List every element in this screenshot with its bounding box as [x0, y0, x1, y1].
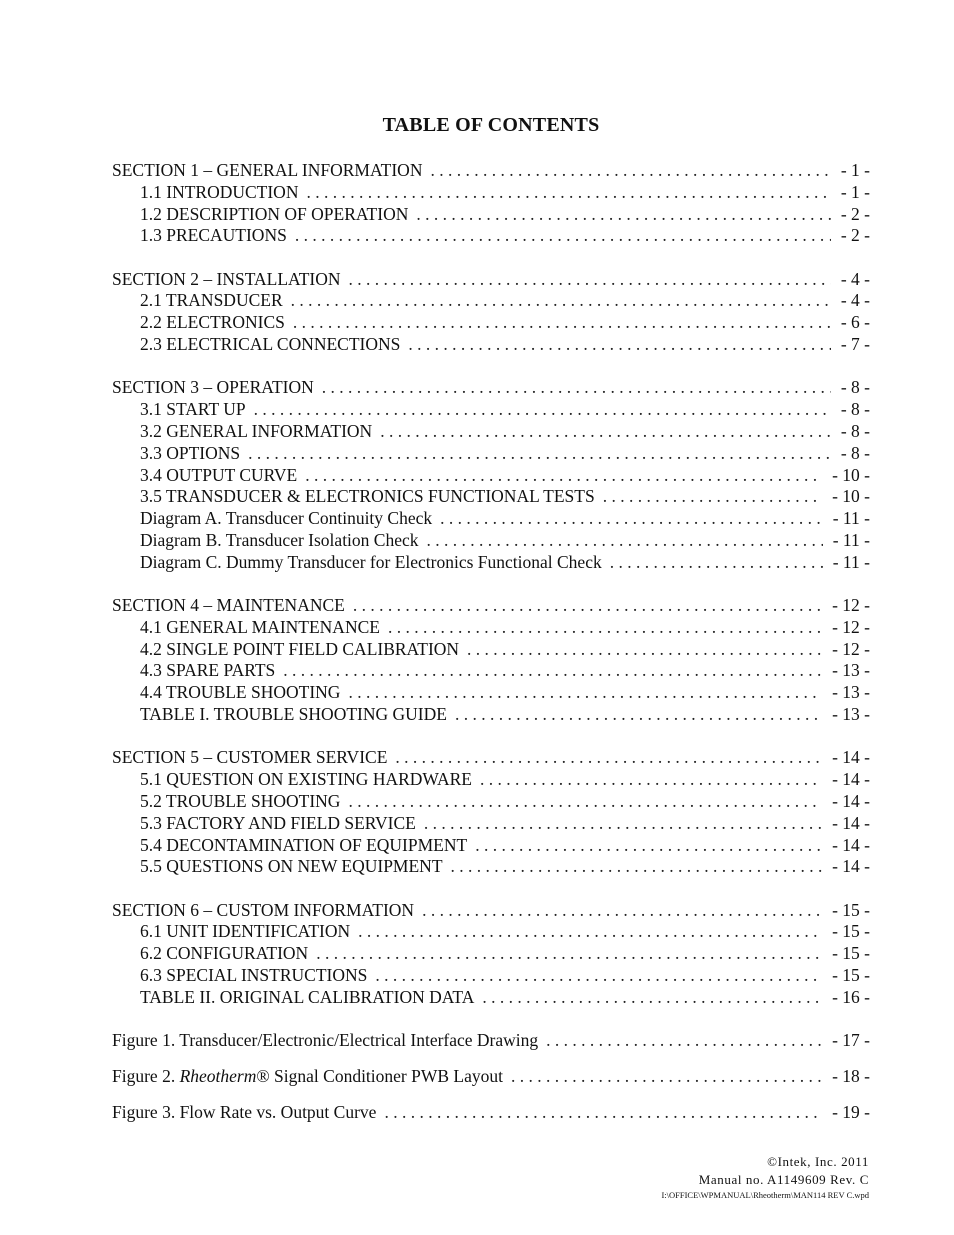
- toc-subsection-entry[interactable]: [112, 399, 870, 421]
- toc-entry-label: 1.1 INTRODUCTION: [140, 181, 299, 202]
- toc-page-number: - 8 -: [840, 442, 870, 463]
- toc-page-number: - 11 -: [832, 529, 870, 550]
- dot-leader: [610, 552, 823, 574]
- toc-page-number: - 16 -: [832, 986, 870, 1007]
- toc-figure-label: [112, 1030, 538, 1052]
- toc-section-entry[interactable]: [112, 900, 870, 922]
- toc-page-number: - 7 -: [840, 334, 870, 355]
- dot-leader: [349, 269, 831, 291]
- toc-entry-label: 4.2 SINGLE POINT FIELD CALIBRATION: [140, 638, 460, 659]
- figure-label-text: Figure 2.: [112, 1065, 180, 1086]
- toc-entry-label: Diagram A. Transducer Continuity Check: [140, 508, 433, 529]
- toc-section-group: [112, 160, 870, 247]
- toc-section-group: [112, 900, 870, 1009]
- dot-leader: [305, 465, 822, 487]
- toc-subsection-entry[interactable]: [112, 921, 870, 943]
- dot-leader: [427, 530, 823, 552]
- toc-page-number: - 2 -: [840, 203, 870, 224]
- dot-leader: [348, 682, 822, 704]
- toc-subsection-entry[interactable]: [112, 769, 870, 791]
- toc-page-number: - 15 -: [832, 943, 870, 964]
- toc-entry-label: 5.2 TROUBLE SHOOTING: [140, 790, 341, 811]
- toc-page-number: - 15 -: [832, 899, 870, 920]
- toc-page-number: - 18 -: [832, 1065, 870, 1086]
- toc-entry-label: 3.4 OUTPUT CURVE: [140, 464, 298, 485]
- dot-leader: [388, 617, 822, 639]
- toc-page-number: - 13 -: [832, 704, 870, 725]
- toc-subsection-entry[interactable]: [112, 835, 870, 857]
- copyright-line: ©Intek, Inc. 2011: [767, 1154, 869, 1169]
- toc-page-number: - 1 -: [840, 160, 870, 180]
- toc-entry-label: 6.2 CONFIGURATION: [140, 943, 309, 964]
- toc-entry-label: TABLE I. TROUBLE SHOOTING GUIDE: [140, 704, 447, 725]
- toc-section-group: [112, 747, 870, 878]
- toc-entry-label: SECTION 2 – INSTALLATION: [112, 268, 341, 289]
- toc-entry-label: 3.3 OPTIONS: [140, 442, 241, 463]
- toc-entry-label: 3.1 START UP: [140, 399, 246, 420]
- figure-label-text: Figure 1. Transducer/Electronic/Electrical Interface Drawing: [112, 1030, 539, 1051]
- toc-subsection-entry[interactable]: [112, 682, 870, 704]
- toc-section-group: [112, 377, 870, 573]
- dot-leader: [380, 421, 831, 443]
- toc-figure-label: [112, 1066, 503, 1088]
- manual-number: Manual no. A1149609 Rev. C: [698, 1172, 869, 1187]
- toc-section-group: [112, 595, 870, 726]
- toc-section-group: [112, 269, 870, 356]
- toc-entry-label: 4.3 SPARE PARTS: [140, 660, 276, 681]
- toc-page-number: - 10 -: [832, 464, 870, 485]
- toc-entry-label: SECTION 6 – CUSTOM INFORMATION: [112, 899, 415, 920]
- toc-entry-label: 5.3 FACTORY AND FIELD SERVICE: [140, 812, 416, 833]
- dot-leader: [455, 704, 822, 726]
- toc-entry-label: 6.1 UNIT IDENTIFICATION: [140, 921, 351, 942]
- toc-subsection-entry[interactable]: [112, 421, 870, 443]
- toc-entry-label: Diagram B. Transducer Isolation Check: [140, 529, 419, 550]
- toc-subsection-entry[interactable]: [112, 856, 870, 878]
- toc-page-number: - 6 -: [840, 312, 870, 333]
- toc-subsection-entry[interactable]: [112, 660, 870, 682]
- dot-leader: [348, 791, 822, 813]
- dot-leader: [482, 987, 822, 1009]
- toc-section-entry[interactable]: [112, 269, 870, 291]
- toc-entry-label: 4.1 GENERAL MAINTENANCE: [140, 616, 380, 637]
- figure-label-suffix: ® Signal Conditioner PWB Layout: [256, 1065, 503, 1086]
- toc-entry-label: 3.5 TRANSDUCER & ELECTRONICS FUNCTIONAL TESTS: [140, 486, 595, 507]
- toc-subsection-entry[interactable]: [112, 639, 870, 661]
- toc-page-number: - 14 -: [832, 812, 870, 833]
- toc-subsection-entry[interactable]: [112, 530, 870, 552]
- dot-leader: [440, 508, 823, 530]
- dot-leader: [353, 595, 822, 617]
- toc-entry-label: 2.1 TRANSDUCER: [140, 290, 283, 311]
- toc-entry-label: 1.2 DESCRIPTION OF OPERATION: [140, 203, 409, 224]
- dot-leader: [546, 1030, 822, 1052]
- toc-page-number: - 14 -: [832, 747, 870, 768]
- dot-leader: [395, 747, 822, 769]
- toc-page-number: - 1 -: [840, 181, 870, 202]
- toc-page-number: - 4 -: [840, 290, 870, 311]
- toc-section-entry[interactable]: [112, 595, 870, 617]
- toc-page-number: - 14 -: [832, 856, 870, 877]
- toc-page-number: - 14 -: [832, 790, 870, 811]
- toc-subsection-entry[interactable]: [112, 704, 870, 726]
- toc-subsection-entry[interactable]: [112, 290, 870, 312]
- toc-section-entry[interactable]: [112, 377, 870, 399]
- dot-leader: [430, 160, 830, 182]
- toc-section-entry[interactable]: [112, 747, 870, 769]
- toc-page-number: - 14 -: [832, 769, 870, 790]
- toc-entry-label: 5.5 QUESTIONS ON NEW EQUIPMENT: [140, 856, 443, 877]
- toc-page-number: - 12 -: [832, 595, 870, 616]
- toc-subsection-entry[interactable]: [112, 443, 870, 465]
- toc-page-number: - 13 -: [832, 682, 870, 703]
- dot-leader: [451, 856, 823, 878]
- toc-figure-entry[interactable]: [112, 1066, 870, 1088]
- toc-subsection-entry[interactable]: [112, 552, 870, 574]
- dot-leader: [416, 204, 830, 226]
- dot-leader: [422, 900, 822, 922]
- toc-figure-label: [112, 1102, 376, 1124]
- toc-subsection-entry[interactable]: [112, 987, 870, 1009]
- toc-subsection-entry[interactable]: [112, 791, 870, 813]
- toc-subsection-entry[interactable]: [112, 334, 870, 356]
- toc-figures: [112, 1030, 870, 1123]
- toc-subsection-entry[interactable]: [112, 486, 870, 508]
- toc-entry-label: 6.3 SPECIAL INSTRUCTIONS: [140, 965, 368, 985]
- figure-label-italic: Rheotherm: [179, 1065, 257, 1086]
- toc-page-number: - 8 -: [840, 420, 870, 441]
- toc-page-number: - 8 -: [840, 377, 870, 398]
- toc-page-number: - 8 -: [840, 399, 870, 420]
- toc-page-number: - 11 -: [832, 508, 870, 529]
- toc-subsection-entry[interactable]: [112, 508, 870, 530]
- toc-entry-label: 3.2 GENERAL INFORMATION: [140, 420, 373, 441]
- table-of-contents: [112, 160, 870, 1137]
- page-footer: [661, 1153, 869, 1201]
- dot-leader: [424, 813, 822, 835]
- toc-entry-label: SECTION 1 – GENERAL INFORMATION: [112, 160, 423, 180]
- page-title: TABLE OF CONTENTS: [382, 114, 600, 136]
- toc-subsection-entry[interactable]: [112, 813, 870, 835]
- dot-leader: [475, 835, 822, 857]
- toc-entry-label: 5.4 DECONTAMINATION OF EQUIPMENT: [140, 834, 468, 855]
- figure-label-text: Figure 3. Flow Rate vs. Output Curve: [112, 1101, 377, 1122]
- toc-page-number: - 11 -: [832, 551, 870, 572]
- toc-page-number: - 19 -: [832, 1101, 870, 1122]
- toc-page-number: - 17 -: [832, 1030, 870, 1051]
- toc-subsection-entry[interactable]: [112, 204, 870, 226]
- toc-entry-label: SECTION 4 – MAINTENANCE: [112, 595, 345, 616]
- dot-leader: [480, 769, 822, 791]
- dot-leader: [295, 225, 831, 247]
- dot-leader: [306, 182, 830, 204]
- dot-leader: [603, 486, 822, 508]
- toc-subsection-entry[interactable]: [112, 965, 870, 987]
- toc-entry-label: SECTION 5 – CUSTOMER SERVICE: [112, 747, 388, 768]
- toc-figure-entry[interactable]: [112, 1030, 870, 1052]
- toc-entry-label: 1.3 PRECAUTIONS: [140, 225, 287, 246]
- toc-page-number: - 14 -: [832, 834, 870, 855]
- toc-page-number: - 15 -: [832, 965, 870, 985]
- dot-leader: [511, 1066, 822, 1088]
- dot-leader: [322, 377, 831, 399]
- toc-entry-label: 5.1 QUESTION ON EXISTING HARDWARE: [140, 769, 472, 790]
- toc-figure-entry[interactable]: [112, 1102, 870, 1124]
- toc-page-number: - 12 -: [832, 638, 870, 659]
- dot-leader: [467, 639, 822, 661]
- toc-section-entry[interactable]: [112, 160, 870, 182]
- toc-subsection-entry[interactable]: [112, 225, 870, 247]
- toc-page-number: - 10 -: [832, 486, 870, 507]
- dot-leader: [408, 334, 830, 356]
- dot-leader: [291, 290, 831, 312]
- dot-leader: [316, 943, 822, 965]
- toc-page-number: - 13 -: [832, 660, 870, 681]
- file-path: I:\OFFICE\WPMANUAL\Rheotherm\MAN114 REV C.wpd: [661, 1190, 869, 1200]
- toc-entry-label: Diagram C. Dummy Transducer for Electronics Functional Check: [140, 551, 602, 572]
- dot-leader: [254, 399, 831, 421]
- toc-entry-label: 2.3 ELECTRICAL CONNECTIONS: [140, 334, 401, 355]
- toc-subsection-entry[interactable]: [112, 943, 870, 965]
- toc-subsection-entry[interactable]: [112, 617, 870, 639]
- dot-leader: [375, 965, 822, 987]
- toc-page-number: - 4 -: [840, 268, 870, 289]
- toc-entry-label: SECTION 3 – OPERATION: [112, 377, 314, 398]
- toc-entry-label: TABLE II. ORIGINAL CALIBRATION DATA: [140, 986, 475, 1007]
- toc-subsection-entry[interactable]: [112, 465, 870, 487]
- dot-leader: [358, 921, 822, 943]
- dot-leader: [283, 660, 822, 682]
- toc-entry-label: 2.2 ELECTRONICS: [140, 312, 285, 333]
- toc-subsection-entry[interactable]: [112, 182, 870, 204]
- toc-page-number: - 12 -: [832, 616, 870, 637]
- dot-leader: [293, 312, 831, 334]
- toc-page-number: - 15 -: [832, 921, 870, 942]
- toc-subsection-entry[interactable]: [112, 312, 870, 334]
- toc-page-number: - 2 -: [840, 225, 870, 246]
- dot-leader: [248, 443, 831, 465]
- toc-sections: [112, 160, 870, 1009]
- toc-entry-label: 4.4 TROUBLE SHOOTING: [140, 682, 341, 703]
- dot-leader: [384, 1102, 822, 1124]
